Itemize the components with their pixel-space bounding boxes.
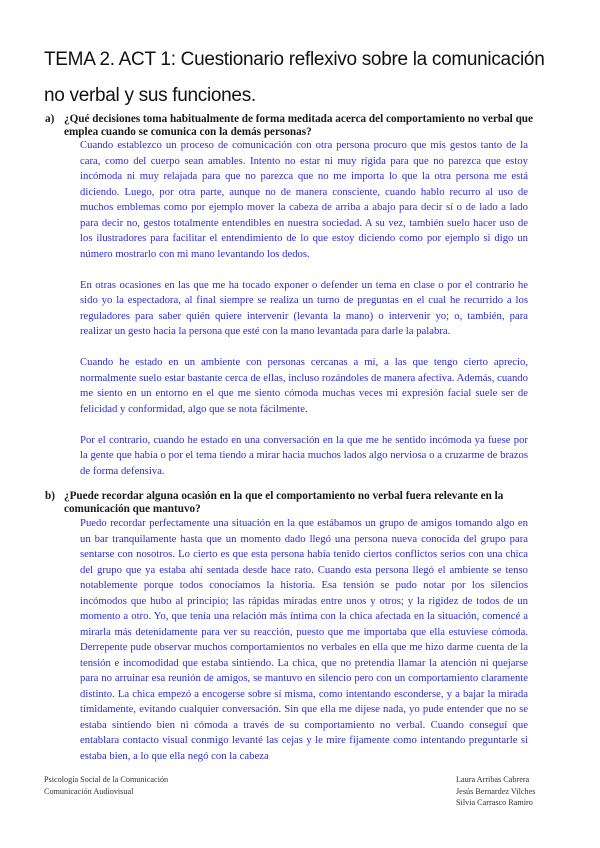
page-title: TEMA 2. ACT 1: Cuestionario reflexivo sobre la comunicación no verbal y sus funciones. <box>44 49 545 106</box>
question-text: ¿Puede recordar alguna ocasión en la que el comportamiento no verbal fuera relevante en la comunicación que mantuvo? <box>64 490 504 515</box>
question-b <box>45 490 534 516</box>
answer-paragraph: En otras ocasiones en las que me ha tocado exponer o defender un tema en clase o por el contrario he sido yo la espectadora, al final siempre se realiza un turno de preguntas en el cual he recurrido a los reguladores para saber quién quiere intervenir (levanta la mano) o intervenir yo; o, también, para realizar un gesto hacia la persona que esté con la mano levantada para darle la palabra. <box>80 278 528 337</box>
answer-paragraph: Puedo recordar perfectamente una situación en la que estábamos un grupo de amigos tomando algo en un bar tranquilamente hasta que un momento dado llegó una persona nueva conocida del grupo para sentarse con nosotros. Lo cierto es que esta persona había tenido ciertos conflictos serios con una chica del grupo que ya estaba ahí sentada desde hace rato. Cuando esta persona llegó el ambiente se tenso notablemente porque todos conocíamos la historia. Esa tensión se pudo notar por los silencios incómodos que hubo al principio; las rápidas miradas entre unos y otros; y la rigidez de todos de un momento a otro. Yo, que tenía una relación más íntima con la chica afectada en la situación, comencé a mirarla más detenidamente para ver su reacción, puesto que me importaba que ella estuviese cómoda. Derrepente pude observar muchos comportamientos no verbales en ella que me hizo darme cuenta de la tensión e incomodidad que estaba sintiendo. La chica, que no pretendía llamar la atención ni quejarse para no arruinar esa reunión de amigos, se mantuvo en silencio pero con un comportamiento claramente distinto. La chica empezó a encogerse sobre sí misma, como intentando esconderse, y a bajar la mirada tímidamente, evitando cualquier conversación. Sin que ella me dijese nada, yo pude entender que no se estaba sintiendo bien ni cómoda a través de su comportamiento no verbal. Cuando conseguí que entablara contacto visual conmigo levanté las cejas y le mire fijamente como intentando preguntarle si estaba bien, a lo que ella negó con la cabeza <box>80 517 528 762</box>
footer-degree: Comunicación Audiovisual <box>44 786 134 796</box>
footer-author: Laura Arribas Cabrera <box>456 775 530 784</box>
answer-paragraph: Cuando he estado en un ambiente con personas cercanas a mí, a las que tengo cierto aprecio, normalmente suelo estar bastante cerca de ellas, incluso rozándoles de manera afectiva. Además, cuando me siento en un entorno en el que me siento cómoda muchas veces mi expresión facial suele ser de felicidad y conformidad, algo que se nota fácilmente. <box>80 356 528 415</box>
footer-author: Silvia Carrasco Ramiro <box>456 798 533 807</box>
footer-course <box>44 774 168 797</box>
question-label: b) <box>45 490 55 502</box>
answer-paragraph: Cuando establezco un proceso de comunicación con otra persona procuro que mis gestos tanto de la cara, como del cuerpo sean amables. Intento no estar ni muy rígida para que no parezca que estoy incómoda ni muy relajada para que no parezca que no me importa lo que la otra persona me está diciendo. Luego, por otra parte, aunque no de manera consciente, cuando hablo recurro al uso de muchos emblemas como por ejemplo mover la cabeza de arriba a abajo para decir sí o de lado a lado para decir no, gestos totalmente entendibles en nuestra sociedad. A su vez, también suelo hacer uso de los ilustradores para facilitar el entendimiento de lo que estoy diciendo como por ejemplo si digo un número mostrarlo con mi mano levantando los dedos. <box>80 139 528 260</box>
question-label: a) <box>45 113 55 125</box>
answer-paragraph: Por el contrario, cuando he estado en una conversación en la que me he sentido incómoda ya fuese por la gente que había o por el tema tiendo a mirar hacia muchos lados algo nerviosa o a cruzarme de brazos de forma defensiva. <box>80 433 528 477</box>
question-text: ¿Qué decisiones toma habitualmente de forma meditada acerca del comportamiento no verbal que emplea cuando se comunica con la demás personas? <box>64 113 533 138</box>
question-a <box>45 113 534 139</box>
answer-b <box>80 516 528 780</box>
answer-a <box>80 138 528 495</box>
footer-subject: Psicología Social de la Comunicación <box>44 775 169 784</box>
footer-author: Jesús Bernardez Vilches <box>456 786 536 796</box>
footer-authors <box>456 774 535 809</box>
